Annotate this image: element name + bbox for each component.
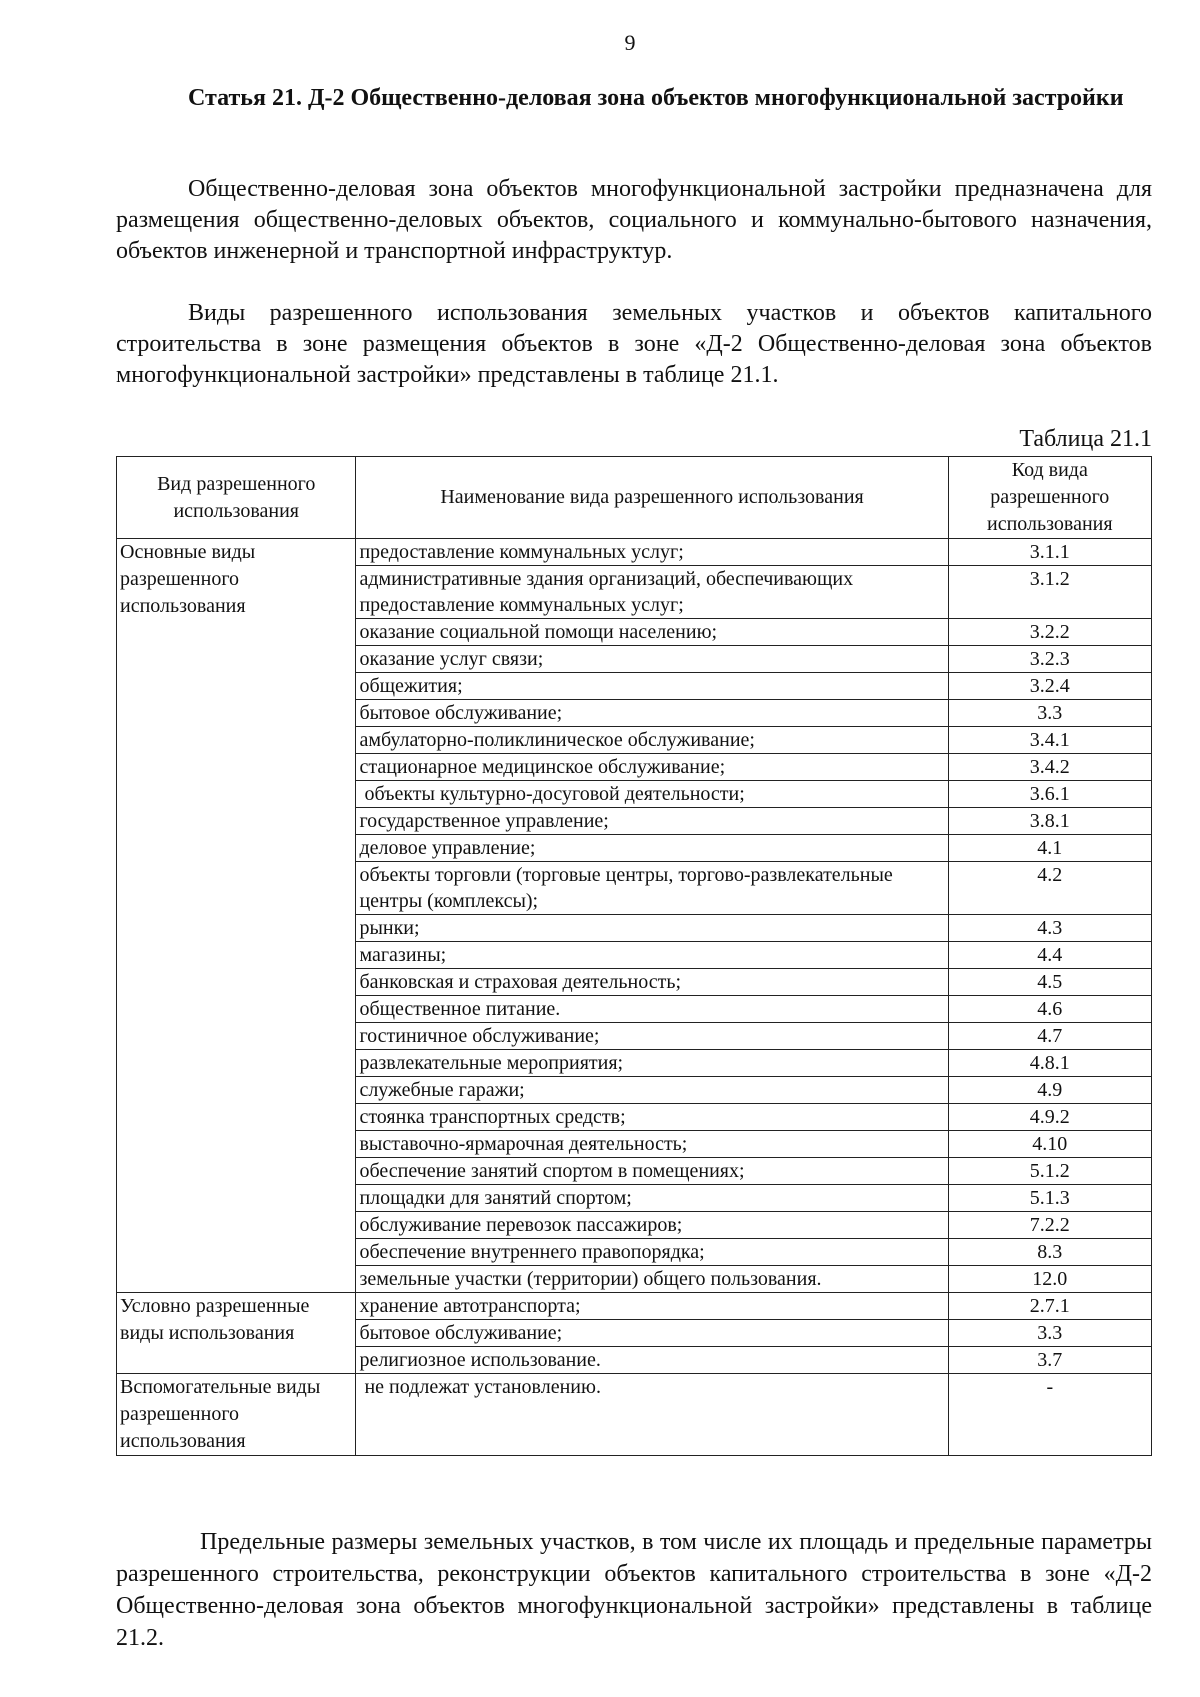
article-title: Статья 21. Д-2 Общественно-деловая зона объектов многофункциональной застройки	[188, 85, 1124, 111]
use-code-cell: 3.6.1	[948, 781, 1151, 808]
use-code-cell: 3.2.4	[948, 673, 1151, 700]
use-code-cell: 4.2	[948, 862, 1151, 915]
table-header-row	[117, 457, 1152, 539]
use-name-cell: оказание социальной помощи населению;	[356, 619, 948, 646]
use-name-cell: общественное питание.	[356, 996, 948, 1023]
permitted-uses-table	[116, 456, 1152, 1456]
table-row	[117, 1293, 1152, 1320]
use-code-cell: 4.9.2	[948, 1104, 1151, 1131]
uses-paragraph: Виды разрешенного использования земельных участков и объектов капитального строительства в зоне размещения объектов в зоне «Д-2 Общественно-деловая зона объектов многофункциональной застройки» представлены в таблице 21.1.	[116, 300, 1152, 388]
use-name-cell: служебные гаражи;	[356, 1077, 948, 1104]
use-code-cell: 4.5	[948, 969, 1151, 996]
header-use-code: Код вида разрешенного использования	[948, 457, 1151, 539]
use-code-cell: 4.3	[948, 915, 1151, 942]
use-name-cell: банковская и страховая деятельность;	[356, 969, 948, 996]
use-name-cell: оказание услуг связи;	[356, 646, 948, 673]
use-code-cell: 4.6	[948, 996, 1151, 1023]
table-body	[117, 539, 1152, 1456]
header-use-name: Наименование вида разрешенного использования	[356, 457, 948, 539]
use-name-cell: гостиничное обслуживание;	[356, 1023, 948, 1050]
use-name-cell: обслуживание перевозок пассажиров;	[356, 1212, 948, 1239]
use-code-cell: 3.3	[948, 700, 1151, 727]
use-code-cell: 4.1	[948, 835, 1151, 862]
use-code-cell: 3.2.2	[948, 619, 1151, 646]
use-code-cell: 7.2.2	[948, 1212, 1151, 1239]
use-name-cell: общежития;	[356, 673, 948, 700]
use-code-cell: 3.3	[948, 1320, 1151, 1347]
use-name-cell: рынки;	[356, 915, 948, 942]
use-code-cell: 5.1.2	[948, 1158, 1151, 1185]
use-code-cell: 4.7	[948, 1023, 1151, 1050]
use-code-cell: 8.3	[948, 1239, 1151, 1266]
use-code-cell: 5.1.3	[948, 1185, 1151, 1212]
use-code-cell: -	[948, 1374, 1151, 1456]
closing-paragraph: Предельные размеры земельных участков, в том числе их площадь и предельные параметры разрешенного строительства, реконструкции объектов капитального строительства в зоне «Д-2 Общественно-деловая зона объектов многофункциональной застройки» представлены в таблице 21.2.	[116, 1529, 1152, 1651]
table-caption: Таблица 21.1	[1019, 426, 1152, 452]
use-name-cell: деловое управление;	[356, 835, 948, 862]
use-group-label: Вспомогательные виды разрешенного использования	[117, 1374, 356, 1456]
use-code-cell: 3.8.1	[948, 808, 1151, 835]
use-group-label: Условно разрешенные виды использования	[117, 1293, 356, 1374]
use-name-cell: обеспечение занятий спортом в помещениях;	[356, 1158, 948, 1185]
use-name-cell: не подлежат установлению.	[356, 1374, 948, 1456]
use-name-cell: выставочно-ярмарочная деятельность;	[356, 1131, 948, 1158]
use-name-cell: предоставление коммунальных услуг;	[356, 539, 948, 566]
use-name-cell: площадки для занятий спортом;	[356, 1185, 948, 1212]
use-name-cell: административные здания организаций, обеспечивающих предоставление коммунальных услуг;	[356, 566, 948, 619]
use-name-cell: хранение автотранспорта;	[356, 1293, 948, 1320]
use-code-cell: 4.4	[948, 942, 1151, 969]
use-name-cell: бытовое обслуживание;	[356, 700, 948, 727]
use-name-cell: государственное управление;	[356, 808, 948, 835]
use-code-cell: 3.2.3	[948, 646, 1151, 673]
use-name-cell: стационарное медицинское обслуживание;	[356, 754, 948, 781]
use-code-cell: 3.4.2	[948, 754, 1151, 781]
use-code-cell: 3.1.1	[948, 539, 1151, 566]
use-code-cell: 2.7.1	[948, 1293, 1151, 1320]
use-name-cell: религиозное использование.	[356, 1347, 948, 1374]
use-name-cell: объекты культурно-досуговой деятельности;	[356, 781, 948, 808]
table-row	[117, 1374, 1152, 1456]
use-code-cell: 4.10	[948, 1131, 1151, 1158]
use-code-cell: 3.1.2	[948, 566, 1151, 619]
use-name-cell: магазины;	[356, 942, 948, 969]
use-name-cell: амбулаторно-поликлиническое обслуживание;	[356, 727, 948, 754]
use-name-cell: стоянка транспортных средств;	[356, 1104, 948, 1131]
use-code-cell: 4.8.1	[948, 1050, 1151, 1077]
use-code-cell: 3.4.1	[948, 727, 1151, 754]
use-name-cell: обеспечение внутреннего правопорядка;	[356, 1239, 948, 1266]
use-name-cell: бытовое обслуживание;	[356, 1320, 948, 1347]
use-name-cell: развлекательные мероприятия;	[356, 1050, 948, 1077]
use-code-cell: 3.7	[948, 1347, 1151, 1374]
page-number: 9	[624, 30, 636, 55]
use-name-cell: объекты торговли (торговые центры, торгово-развлекательные центры (комплексы);	[356, 862, 948, 915]
use-code-cell: 12.0	[948, 1266, 1151, 1293]
use-code-cell: 4.9	[948, 1077, 1151, 1104]
use-group-label: Основные виды разрешенного использования	[117, 539, 356, 1293]
table-row	[117, 539, 1152, 566]
intro-paragraph: Общественно-деловая зона объектов многофункциональной застройки предназначена для размещения общественно-деловых объектов, социального и коммунально-бытового назначения, объектов инженерной и транспортной инфраструктур.	[116, 176, 1152, 264]
header-use-type: Вид разрешенного использования	[117, 457, 356, 539]
use-name-cell: земельные участки (территории) общего пользования.	[356, 1266, 948, 1293]
